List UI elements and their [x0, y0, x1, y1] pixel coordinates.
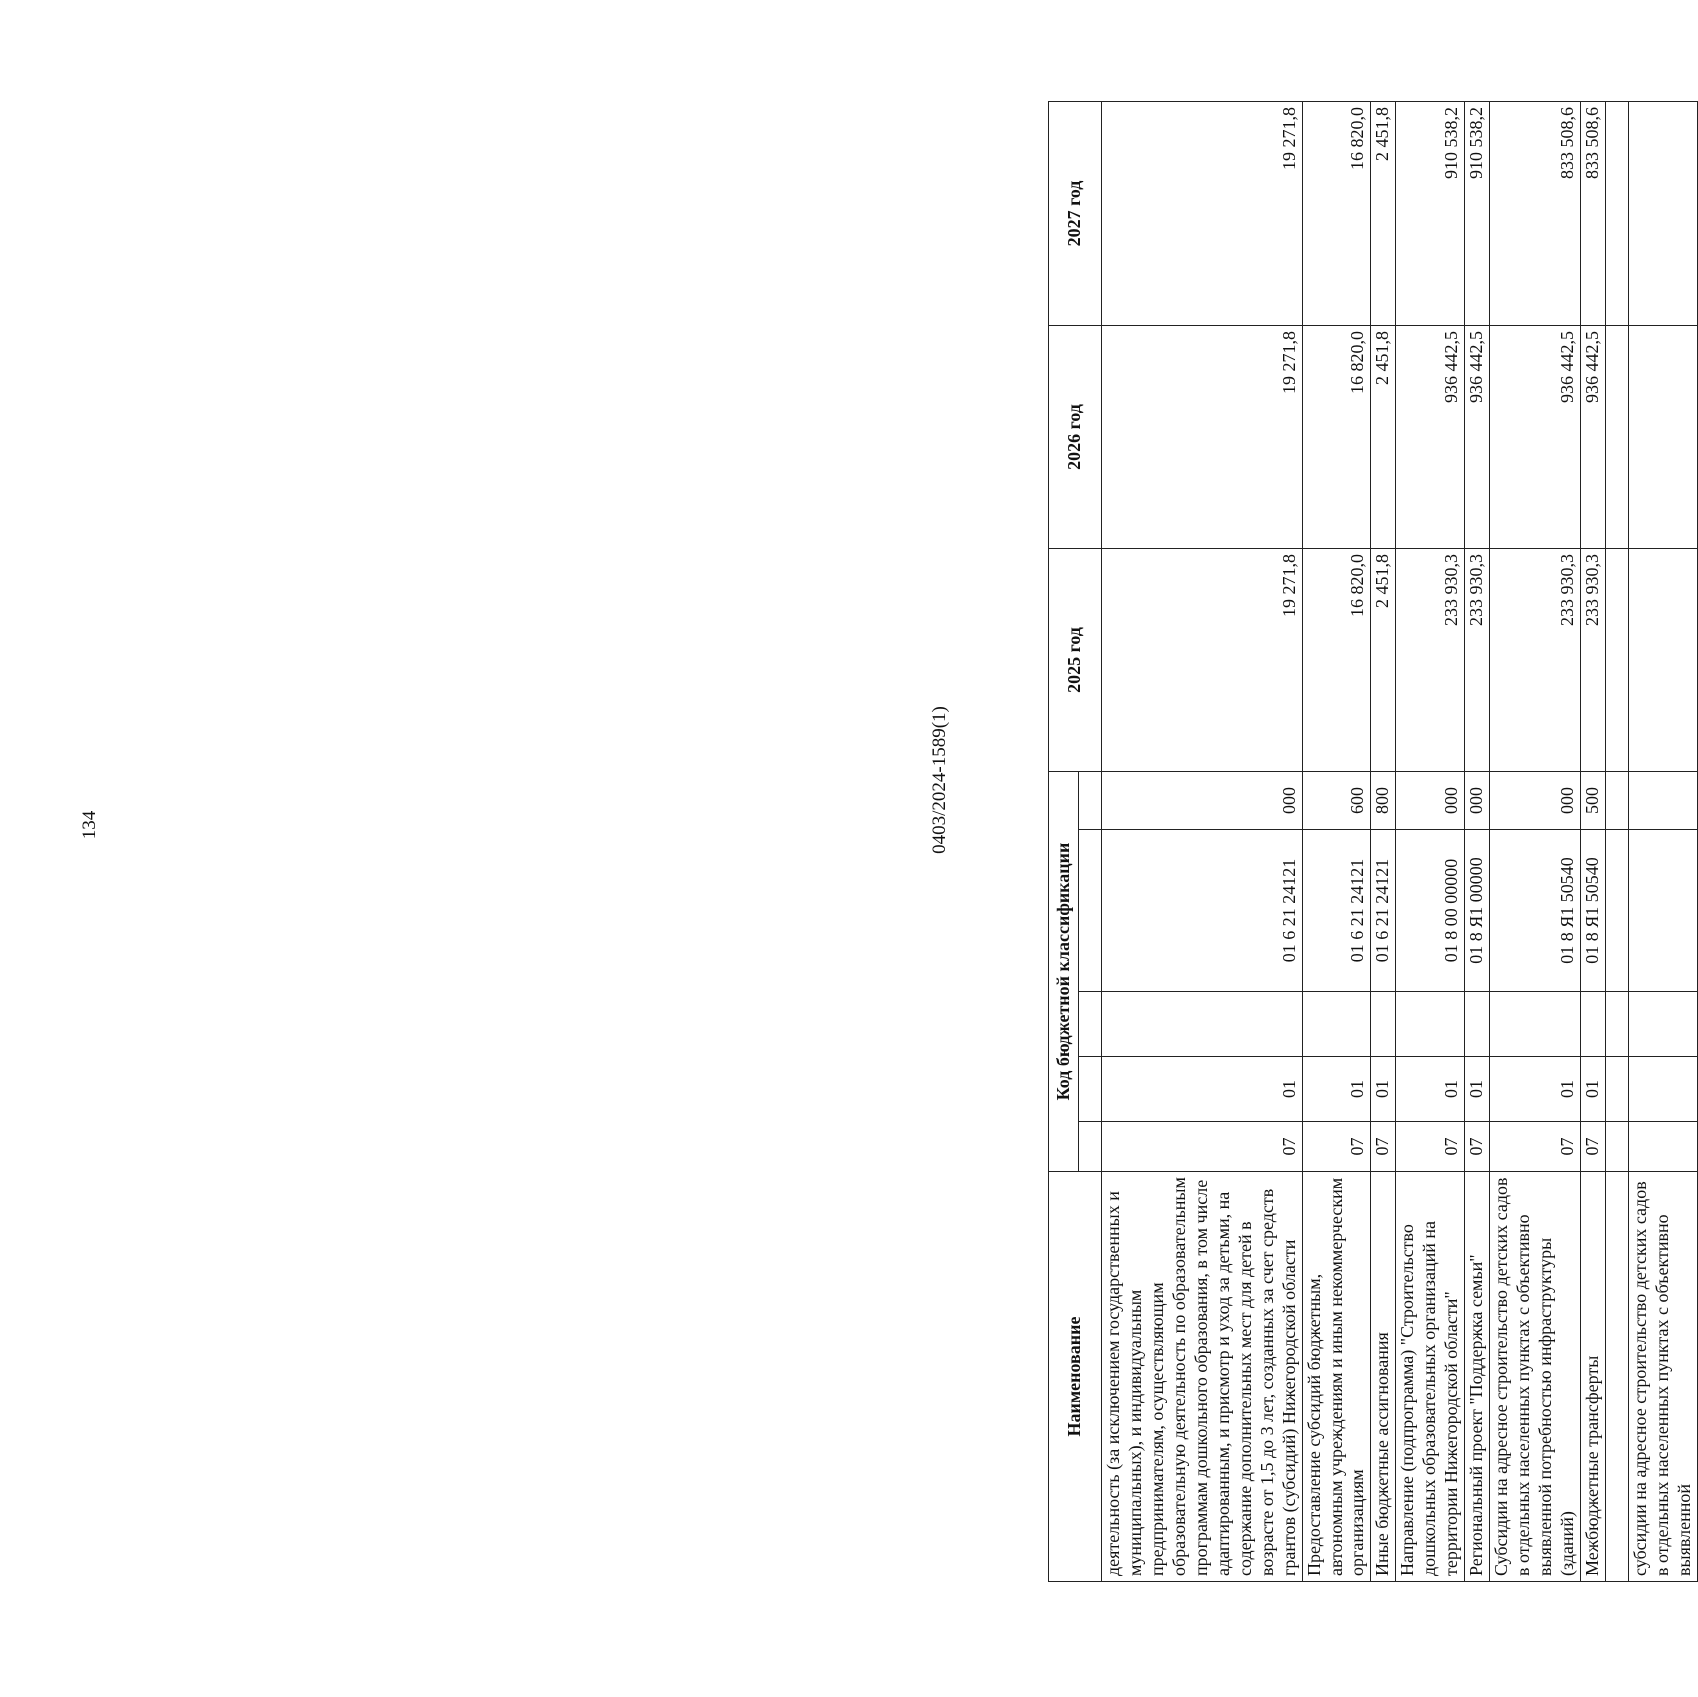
row-subdivision-code	[1581, 992, 1606, 1057]
header-year-2027: 2027 год	[1049, 102, 1102, 326]
row-division-code: 01	[1581, 1057, 1606, 1122]
row-amount-2027: 2 451,8	[1371, 102, 1396, 326]
row-amount-2026: 16 820,0	[1302, 326, 1371, 549]
footer-cell	[1628, 549, 1697, 772]
spacer-cell	[1605, 992, 1628, 1057]
row-amount-2026: 936 442,5	[1465, 326, 1490, 549]
header-code: Код бюджетной классификации	[1049, 772, 1079, 1172]
footer-cell	[1628, 1122, 1697, 1172]
header-year-2026: 2026 год	[1049, 326, 1102, 549]
header-code-sub-1	[1079, 1122, 1102, 1172]
table-row	[1102, 102, 1303, 1582]
row-amount-2025: 16 820,0	[1302, 549, 1371, 772]
row-subdivision-code	[1465, 992, 1490, 1057]
row-section-code: 07	[1581, 1122, 1606, 1172]
row-target-code: 01 8 Я1 50540	[1490, 830, 1581, 992]
row-amount-2027: 19 271,8	[1102, 102, 1303, 326]
row-amount-2026: 2 451,8	[1371, 326, 1396, 549]
footer-cell	[1628, 1057, 1697, 1122]
row-amount-2025: 233 930,3	[1465, 549, 1490, 772]
row-section-code: 07	[1302, 1122, 1371, 1172]
row-amount-2026: 936 442,5	[1396, 326, 1465, 549]
row-section-code: 07	[1371, 1122, 1396, 1172]
row-section-code: 07	[1396, 1122, 1465, 1172]
row-name: деятельность (за исключением государственных и муниципальных), и индивидуальным предпринимателям, осуществляющим образовательную деятельность по образовательным программам дошкольного образования, в том числе адаптированным, и присмотр и уход за детьми, на содержание дополнительных мест для детей в возрасте от 1,5 до 3 лет, созданных за счет средств грантов (субсидий) Нижегородской области	[1102, 1172, 1303, 1582]
row-name: Иные бюджетные ассигнования	[1371, 1172, 1396, 1582]
header-row	[1049, 102, 1079, 1582]
row-name: Направление (подпрограмма) "Строительство дошкольных образовательных организаций на территории Нижегородской области"	[1396, 1172, 1465, 1582]
table-row	[1396, 102, 1465, 1582]
row-division-code: 01	[1396, 1057, 1465, 1122]
table-row	[1465, 102, 1490, 1582]
row-division-code: 01	[1371, 1057, 1396, 1122]
row-expense-code: 600	[1302, 772, 1371, 830]
row-subdivision-code	[1490, 992, 1581, 1057]
table-spacer-row	[1605, 102, 1628, 1582]
row-expense-code: 000	[1490, 772, 1581, 830]
spacer-cell	[1605, 549, 1628, 772]
row-name: Межбюджетные трансферты	[1581, 1172, 1606, 1582]
row-section-code: 07	[1102, 1122, 1303, 1172]
spacer-cell	[1605, 772, 1628, 830]
footer-note: субсидии на адресное строительство детских садов в отдельных населенных пунктах с объективно выявленной	[1628, 1172, 1697, 1582]
footer-cell	[1628, 772, 1697, 830]
header-year-2025: 2025 год	[1049, 549, 1102, 772]
row-amount-2025: 233 930,3	[1490, 549, 1581, 772]
header-code-sub-5	[1079, 772, 1102, 830]
header-code-sub-4	[1079, 830, 1102, 992]
footer-cell	[1628, 102, 1697, 326]
row-subdivision-code	[1102, 992, 1303, 1057]
row-amount-2027: 910 538,2	[1396, 102, 1465, 326]
row-subdivision-code	[1371, 992, 1396, 1057]
row-name: Предоставление субсидий бюджетным, автономным учреждениям и иным некоммерческим организациям	[1302, 1172, 1371, 1582]
table-row	[1371, 102, 1396, 1582]
budget-table	[1048, 101, 1698, 1582]
spacer-cell	[1605, 1122, 1628, 1172]
row-amount-2027: 910 538,2	[1465, 102, 1490, 326]
row-name: Субсидии на адресное строительство детских садов в отдельных населенных пунктах с объективно выявленной потребностью инфраструктуры (зданий)	[1490, 1172, 1581, 1582]
row-amount-2026: 936 442,5	[1581, 326, 1606, 549]
spacer-cell	[1605, 326, 1628, 549]
spacer-cell	[1605, 1057, 1628, 1122]
row-amount-2027: 16 820,0	[1302, 102, 1371, 326]
row-amount-2026: 19 271,8	[1102, 326, 1303, 549]
header-code-sub-2	[1079, 1057, 1102, 1122]
header-code-sub-3	[1079, 992, 1102, 1057]
row-amount-2025: 233 930,3	[1581, 549, 1606, 772]
row-name: Региональный проект "Поддержка семьи"	[1465, 1172, 1490, 1582]
footer-cell	[1628, 992, 1697, 1057]
budget-table-rotated	[1048, 102, 1698, 1582]
row-expense-code: 000	[1102, 772, 1303, 830]
row-amount-2027: 833 508,6	[1490, 102, 1581, 326]
row-division-code: 01	[1302, 1057, 1371, 1122]
row-target-code: 01 8 Я1 50540	[1581, 830, 1606, 992]
row-amount-2026: 936 442,5	[1490, 326, 1581, 549]
row-amount-2025: 19 271,8	[1102, 549, 1303, 772]
row-expense-code: 500	[1581, 772, 1606, 830]
row-target-code: 01 6 21 24121	[1302, 830, 1371, 992]
footer-cell	[1628, 830, 1697, 992]
row-target-code: 01 6 21 24121	[1371, 830, 1396, 992]
row-subdivision-code	[1302, 992, 1371, 1057]
row-division-code: 01	[1102, 1057, 1303, 1122]
spacer-cell	[1605, 1172, 1628, 1582]
row-section-code: 07	[1465, 1122, 1490, 1172]
row-expense-code: 000	[1396, 772, 1465, 830]
row-section-code: 07	[1490, 1122, 1581, 1172]
table-row	[1581, 102, 1606, 1582]
table-row	[1302, 102, 1371, 1582]
row-division-code: 01	[1490, 1057, 1581, 1122]
page-number: 134	[79, 810, 100, 840]
spacer-cell	[1605, 102, 1628, 326]
row-target-code: 01 6 21 24121	[1102, 830, 1303, 992]
row-subdivision-code	[1396, 992, 1465, 1057]
spacer-cell	[1605, 830, 1628, 992]
row-division-code: 01	[1465, 1057, 1490, 1122]
table-footer-row	[1628, 102, 1697, 1582]
row-target-code: 01 8 00 00000	[1396, 830, 1465, 992]
row-expense-code: 800	[1371, 772, 1396, 830]
header-name: Наименование	[1049, 1172, 1102, 1582]
table-row	[1490, 102, 1581, 1582]
document-id: 0403/2024-1589(1)	[929, 706, 950, 854]
footer-cell	[1628, 326, 1697, 549]
row-expense-code: 000	[1465, 772, 1490, 830]
row-amount-2025: 2 451,8	[1371, 549, 1396, 772]
row-target-code: 01 8 Я1 00000	[1465, 830, 1490, 992]
row-amount-2027: 833 508,6	[1581, 102, 1606, 326]
row-amount-2025: 233 930,3	[1396, 549, 1465, 772]
